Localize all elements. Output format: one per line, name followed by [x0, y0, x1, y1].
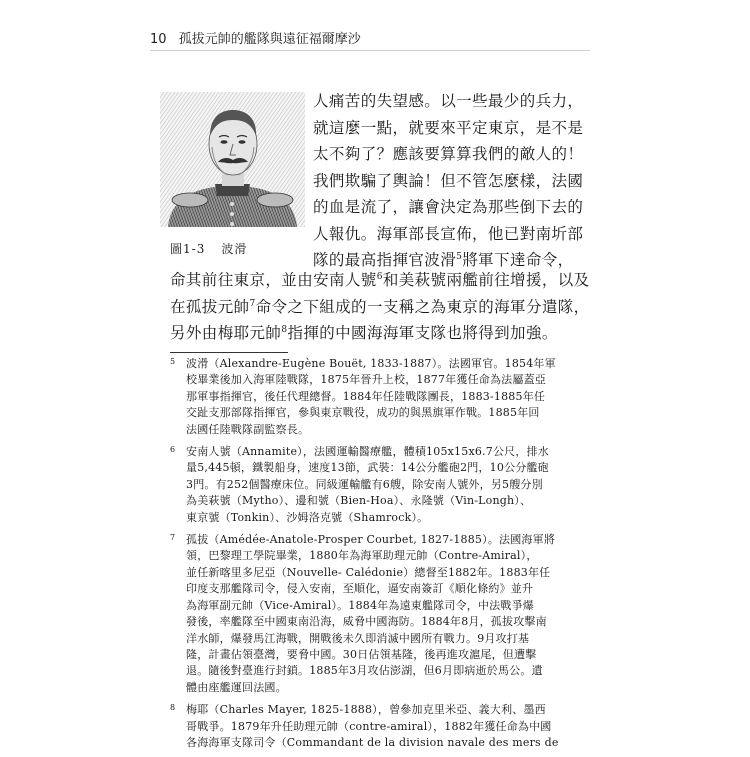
footnote-line: 隆，計畫佔領臺灣，要脅中國。30日佔領基隆，後再進攻滬尾，但遭擊: [186, 647, 537, 661]
portrait-engraving: [160, 92, 305, 227]
body-line: [170, 267, 590, 294]
body-line: 太不夠了？應該要算算我們的敵人的！: [313, 145, 584, 163]
footnote-line: 量5,445頓，鐵製船身，速度13節，武裝：14公分艦砲2門，10公分艦砲: [186, 461, 549, 475]
footnote-number: 8: [170, 703, 176, 713]
footnote-line: 梅耶（Charles Mayer, 1825-1888），曾參加克里米亞、義大利、墨西: [186, 703, 546, 717]
body-text-beside-figure: [313, 88, 588, 274]
footnote-line: 孤拔（Amédée-Anatole-Prosper Courbet, 1827-1885）。法國海軍將: [186, 533, 556, 547]
footnote-divider: [170, 352, 288, 353]
footnote-line: 為美萩號（Mytho）、邊和號（Bien-Hoa）、永隆號（Vin-Longh）、: [186, 494, 532, 508]
footnote-ref: 6: [376, 271, 383, 282]
footnote-line: 印度支那艦隊司令，侵入安南，至順化，逼安南簽訂《順化條約》並升: [186, 582, 534, 596]
body-text-full-width: [170, 267, 590, 347]
footnote-number: 5: [170, 357, 176, 366]
body-line: 人報仇。海軍部長宣佈，他已對南圻部: [313, 224, 584, 243]
footnote-line: 洋水師，爆發馬江海戰，開戰後未久即消滅中國所有戰力。9月攻打基: [186, 631, 530, 645]
footnote: [170, 444, 590, 526]
footnote: [170, 702, 590, 751]
footnote: [170, 532, 590, 696]
figure-caption: [170, 240, 247, 257]
book-title: 孤拔元帥的艦隊與遠征福爾摩沙: [178, 32, 361, 47]
body-text: 在孤拔元帥: [170, 297, 250, 316]
body-line: 的血是流了，讓會決定為那些倒下去的: [313, 198, 584, 216]
body-line: 人痛苦的失望感。以一些最少的兵力，: [313, 92, 584, 110]
footnote-ref: 5: [456, 251, 463, 262]
footnote-line: 波滑（Alexandre-Eugène Bouët, 1833-1887）。法國軍官。1854年軍: [186, 357, 556, 370]
body-line: [170, 320, 590, 347]
footnote-line: 體由座艦運回法國。: [186, 680, 287, 694]
body-text: 將軍下達命令，: [462, 251, 574, 269]
body-line: [170, 294, 590, 321]
footnote-line: 那軍事指揮官，後任代理總督。1884年任陸戰隊團長，1883-1885年任: [186, 389, 546, 403]
footnote: [170, 356, 590, 438]
footnote-line: 3門。有252個醫療床位。同級運輸艦有6艘，除安南人號外，另5艘分別: [186, 477, 543, 491]
footnote-line: 校畢業後加入海軍陸戰隊，1875年晉升上校，1877年獲任命為法屬蓋亞: [186, 373, 546, 387]
footnote-line: 交趾支那部隊指揮官，參與東京戰役，成功的與黑旗軍作戰。1885年回: [186, 406, 540, 420]
footnote-ref: 7: [249, 298, 256, 309]
footnote-number: 7: [170, 533, 176, 543]
running-header: [150, 28, 590, 51]
footnote-line: 哥戰爭。1879年升任助理元帥（contre-amiral），1882年獲任命為中國: [186, 719, 552, 733]
body-text: 指揮的中國海海軍支隊也將得到加強。: [287, 324, 558, 342]
body-text: 和美萩號兩艦前往增援，以及: [382, 271, 590, 289]
footnote-line: 領，巴黎理工學院畢業，1880年為海軍助理元帥（Contre-Amiral），: [186, 549, 538, 563]
footnote-line: 法國任陸戰隊副監察長。: [186, 422, 310, 436]
page-number: 10: [150, 32, 167, 47]
footnote-line: 東京號（Tonkin）、沙姆洛克號（Shamrock）。: [186, 510, 429, 524]
body-text: 隊的最高指揮官波滑: [313, 251, 457, 269]
body-text: 命令之下組成的一支稱之為東京的海軍分遣隊，: [255, 297, 590, 316]
body-line: 我們欺騙了輿論！但不管怎麼樣，法國: [313, 171, 584, 190]
footnote-line: 發後，率艦隊至中國東南沿海，威脅中國海防。1884年8月，孤拔攻擊南: [186, 615, 547, 629]
body-text: 命其前往東京，並由安南人號: [170, 271, 377, 289]
footnote-line: 各海海軍支隊司令（Commandant de la division navale des mers de: [186, 735, 559, 749]
footnote-line: 退。隨後對臺進行封鎖。1885年3月攻佔澎湖，但6月即病逝於馬公。遺: [186, 664, 543, 678]
footnote-line: 為海軍副元帥（Vice-Amiral）。1884年為遠東艦隊司令，中法戰爭爆: [186, 598, 534, 612]
footnote-number: 6: [170, 445, 176, 455]
caption-name: 波滑: [221, 242, 248, 256]
footnote-ref: 8: [281, 324, 288, 335]
body-text: 另外由梅耶元帥: [170, 324, 282, 342]
caption-label: 圖1-3: [170, 242, 206, 256]
footnotes: [170, 356, 590, 757]
body-line: 就這麼一點，就要來平定東京，是不是: [313, 118, 584, 137]
footnote-line: 安南人號（Annamite），法國運輸醫療艦，體積105x15x6.7公尺，排水: [186, 445, 549, 459]
footnote-line: 並任新喀里多尼亞（Nouvelle- Calédonie）總督至1882年。1883年任: [186, 565, 551, 579]
